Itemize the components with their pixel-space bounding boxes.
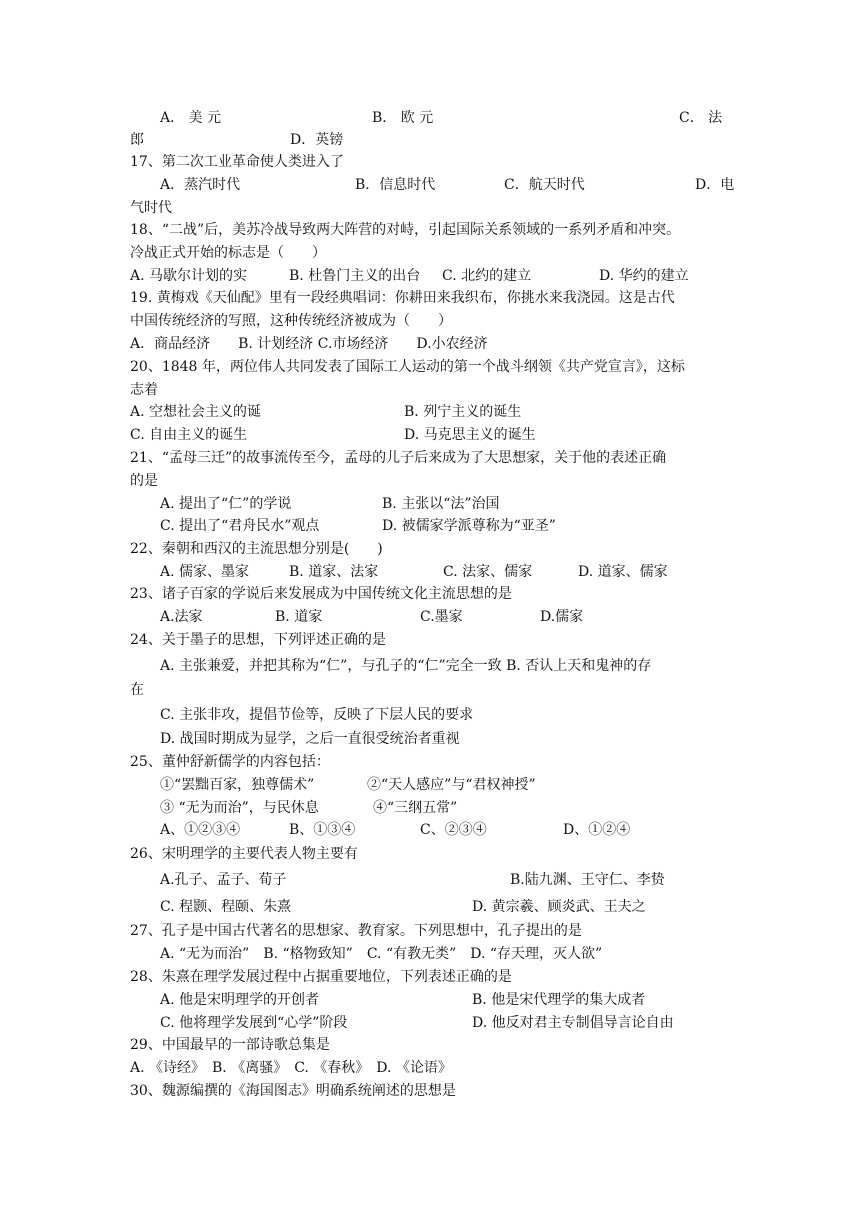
q17-option-c: C．航天时代 (504, 177, 585, 193)
q24-option-c: C. 主张非攻，提倡节俭等，反映了下层人民的要求 (160, 707, 474, 723)
q17-stem: 17、第二次工业革命使人类进入了 (130, 154, 344, 170)
q30-stem: 30、魏源编撰的《海国图志》明确系统阐述的思想是 (130, 1083, 456, 1099)
q22-option-c: C. 法家、儒家 (443, 564, 533, 580)
q26-stem: 26、宋明理学的主要代表人物主要有 (130, 846, 358, 862)
q25-option-a: A、①②③④ (160, 822, 241, 838)
q17-option-b: B．信息时代 (355, 177, 436, 193)
q18-stem-line1: 18、“二战”后，美苏冷战导致两大阵营的对峙，引起国际关系领域的一系列矛盾和冲突。 (130, 222, 681, 238)
q25-item-4: ④“三纲五常” (373, 800, 458, 816)
q20-option-a: A. 空想社会主义的诞 (130, 404, 262, 420)
q16-option-b: B． 欧 元 (372, 110, 434, 126)
q19-stem-line1: 19. 黄梅戏《天仙配》里有一段经典唱词：你耕田来我织布，你挑水来我浇园。这是古代 (130, 290, 675, 306)
q18-option-d: D. 华约的建立 (599, 268, 689, 284)
q28-stem: 28、朱熹在理学发展过程中占据重要地位，下列表述正确的是 (130, 969, 512, 985)
q26-option-b: B.陆九渊、王守仁、李贽 (510, 872, 665, 888)
q20-option-d: D. 马克思主义的诞生 (404, 427, 536, 443)
q25-option-d: D、①②④ (563, 822, 631, 838)
q23-option-c: C.墨家 (420, 609, 463, 625)
q25-item-2: ②“天人感应”与“君权神授” (367, 777, 536, 793)
q24-option-d: D. 战国时期成为显学，之后一直很受统治者重视 (160, 731, 460, 747)
q25-option-c: C、②③④ (420, 822, 487, 838)
q28-option-d: D. 他反对君主专制倡导言论自由 (472, 1015, 674, 1031)
q17-option-d-wrap: 气时代 (130, 200, 172, 216)
q29-stem: 29、中国最早的一部诗歌总集是 (130, 1037, 330, 1053)
q16-option-d: D．英镑 (290, 132, 344, 148)
q21-option-c: C. 提出了“君舟民水”观点 (160, 518, 320, 534)
q22-option-b: B. 道家、法家 (289, 564, 379, 580)
q21-stem-line1: 21、“孟母三迁”的故事流传至今，孟母的儿子后来成为了大思想家，关于他的表述正确 (130, 450, 667, 466)
q21-option-b: B. 主张以“法”治国 (382, 496, 500, 512)
q17-option-a: A．蒸汽时代 (160, 177, 241, 193)
q23-option-d: D.儒家 (540, 609, 584, 625)
q25-option-b: B、①③④ (289, 822, 356, 838)
q29-options: A. 《诗经》 B. 《离骚》 C. 《春秋》 D. 《论语》 (130, 1060, 452, 1076)
q19-options: A．商品经济 B. 计划经济 C.市场经济 D.小农经济 (130, 336, 488, 352)
q17-option-d: D．电 (695, 177, 735, 193)
q20-stem-line1: 20、1848 年，两位伟人共同发表了国际工人运动的第一个战斗纲领《共产党宣言》，这标 (130, 359, 685, 375)
q26-option-a: A.孔子、孟子、荀子 (160, 872, 287, 888)
q16-option-c-wrap: 郎 (130, 132, 144, 148)
q28-option-b: B. 他是宋代理学的集大成者 (472, 992, 646, 1008)
q18-stem-line2: 冷战正式开始的标志是（ ） (130, 245, 326, 261)
q23-option-b: B. 道家 (275, 609, 323, 625)
q28-option-a: A. 他是宋明理学的开创者 (160, 992, 320, 1008)
q23-option-a: A.法家 (160, 609, 203, 625)
q25-item-3: ③ “无为而治”，与民休息 (160, 800, 319, 816)
q26-option-c: C. 程颢、程颐、朱熹 (160, 899, 292, 915)
q24-option-b-wrap: 在 (130, 682, 144, 698)
q20-option-b: B. 列宁主义的诞生 (404, 404, 522, 420)
q20-stem-line2: 志着 (130, 382, 158, 398)
q22-option-a: A. 儒家、墨家 (160, 564, 250, 580)
q20-option-c: C. 自由主义的诞生 (130, 427, 248, 443)
q28-option-c: C. 他将理学发展到“心学”阶段 (160, 1015, 348, 1031)
q18-option-b: B. 杜鲁门主义的出台 (289, 268, 421, 284)
q21-stem-line2: 的是 (130, 473, 158, 489)
q18-option-c: C. 北约的建立 (442, 268, 532, 284)
q27-options: A. “无为而治” B. “格物致知” C. “有教无类” D. “存天理，灭人欲” (160, 946, 603, 962)
q23-stem: 23、诸子百家的学说后来发展成为中国传统文化主流思想的是 (130, 586, 512, 602)
q21-option-a: A. 提出了“仁”的学说 (160, 496, 292, 512)
q22-option-d: D. 道家、儒家 (578, 564, 668, 580)
q19-stem-line2: 中国传统经济的写照，这种传统经济被成为（ ） (130, 313, 452, 329)
q18-option-a: A. 马歇尔计划的实 (130, 268, 248, 284)
q24-stem: 24、关于墨子的思想，下列评述正确的是 (130, 632, 386, 648)
q24-options-ab: A. 主张兼爱，并把其称为“仁”，与孔子的“仁”完全一致 B. 否认上天和鬼神的存 (160, 658, 652, 674)
q22-stem: 22、秦朝和西汉的主流思想分别是( ) (130, 541, 383, 557)
q16-option-a: A． 美 元 (160, 110, 222, 126)
q26-option-d: D. 黄宗羲、顾炎武、王夫之 (472, 899, 646, 915)
q16-option-c: C． 法 (679, 110, 723, 126)
q25-item-1: ①“罢黜百家，独尊儒术” (160, 777, 315, 793)
q25-stem: 25、董仲舒新儒学的内容包括： (130, 754, 330, 770)
q21-option-d: D. 被儒家学派尊称为“亚圣” (382, 518, 556, 534)
q27-stem: 27、孔子是中国古代著名的思想家、教育家。下列思想中，孔子提出的是 (130, 923, 582, 939)
